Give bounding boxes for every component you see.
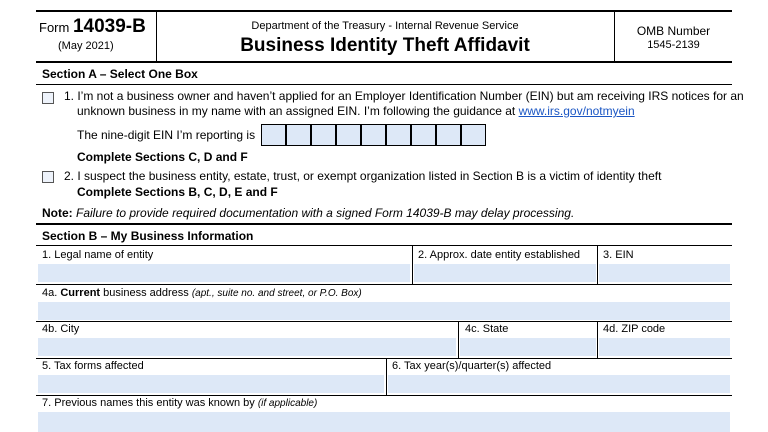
tax-forms-label: 5. Tax forms affected	[42, 360, 144, 372]
tax-years-input[interactable]	[388, 375, 730, 393]
ein-input[interactable]	[599, 264, 730, 282]
processing-note	[42, 206, 574, 220]
row4-divider	[386, 359, 387, 396]
address-label-rest: business address	[103, 287, 189, 299]
city-input[interactable]	[38, 338, 456, 356]
ein-digit-box-8[interactable]	[436, 124, 461, 146]
section-b-title: Section B – My Business Information	[42, 229, 254, 243]
row3-divider-2	[597, 322, 598, 359]
notmyein-link[interactable]: www.irs.gov/notmyein	[518, 104, 635, 118]
city-label: 4b. City	[42, 323, 80, 335]
state-label: 4c. State	[465, 323, 509, 335]
tax-forms-input[interactable]	[38, 375, 384, 393]
option1-text-line1: 1. I’m not a business owner and haven’t applied for an Employer Identification Number (EIN) but am receiving IRS notices for an	[64, 89, 744, 103]
ein-digit-box-2[interactable]	[286, 124, 311, 146]
ein-digit-box-4[interactable]	[336, 124, 361, 146]
note-text: Failure to provide required documentation with a signed Form 14039-B may delay processing.	[76, 206, 575, 220]
option1-text-line2	[77, 104, 635, 118]
ein-digit-box-7[interactable]	[411, 124, 436, 146]
date-established-input[interactable]	[414, 264, 596, 282]
row1-divider-2	[597, 246, 598, 284]
ein-digit-box-3[interactable]	[311, 124, 336, 146]
zip-input[interactable]	[599, 338, 730, 356]
section-a-title: Section A – Select One Box	[42, 67, 198, 81]
row3-divider-1	[458, 322, 459, 359]
business-address-label	[42, 287, 362, 299]
ein-digit-box-5[interactable]	[361, 124, 386, 146]
ein-digit-box-9[interactable]	[461, 124, 486, 146]
previous-names-hint: (if applicable)	[257, 398, 318, 409]
option1-text-line2-text: unknown business in my name with an assigned EIN. I’m following the guidance at	[77, 104, 516, 118]
form-id	[39, 16, 146, 38]
legal-name-label: 1. Legal name of entity	[42, 249, 154, 261]
date-established-label: 2. Approx. date entity established	[418, 249, 581, 261]
address-label-current: Current	[60, 287, 101, 299]
row2-bottom-rule	[36, 321, 732, 322]
option2-checkbox[interactable]	[42, 171, 54, 183]
section-b-rule	[36, 245, 732, 246]
option2-complete-note: Complete Sections B, C, D, E and F	[77, 185, 278, 199]
tax-years-label: 6. Tax year(s)/quarter(s) affected	[392, 360, 552, 372]
row1-divider-1	[412, 246, 413, 284]
previous-names-label-text: 7. Previous names this entity was known by	[42, 397, 255, 409]
row3-bottom-rule	[36, 358, 732, 359]
omb-label: OMB Number	[636, 24, 711, 38]
legal-name-input[interactable]	[38, 264, 410, 282]
header-top-rule	[36, 10, 732, 12]
section-a-rule	[36, 84, 732, 85]
option1-checkbox[interactable]	[42, 92, 54, 104]
ein-field-label: 3. EIN	[603, 249, 634, 261]
form-date: (May 2021)	[58, 40, 114, 52]
section-b-top-rule	[36, 223, 732, 225]
ein-digit-box-6[interactable]	[386, 124, 411, 146]
form-number: 14039-B	[72, 16, 146, 37]
note-label: Note:	[42, 206, 73, 220]
option2-text: 2. I suspect the business entity, estate, trust, or exempt organization listed in Section B is a victim of identity theft	[64, 169, 662, 183]
department-name: Department of the Treasury - Internal Revenue Service	[251, 20, 519, 32]
form-label: Form	[39, 20, 70, 35]
row1-bottom-rule	[36, 284, 732, 285]
zip-label: 4d. ZIP code	[603, 323, 666, 335]
form-title: Business Identity Theft Affidavit	[240, 35, 530, 56]
option1-complete-note: Complete Sections C, D and F	[77, 150, 248, 164]
previous-names-input[interactable]	[38, 412, 730, 432]
address-label-hint: (apt., suite no. and street, or P.O. Box)	[191, 288, 362, 299]
ein-digit-box-1[interactable]	[261, 124, 286, 146]
previous-names-label	[42, 397, 317, 409]
business-address-input[interactable]	[38, 302, 730, 320]
ein-reporting-label: The nine-digit EIN I’m reporting is	[77, 128, 256, 142]
state-input[interactable]	[460, 338, 596, 356]
address-label-prefix: 4a.	[42, 287, 58, 299]
row4-bottom-rule	[36, 395, 732, 396]
header-bottom-rule	[36, 61, 732, 63]
omb-number: 1545-2139	[647, 39, 700, 51]
